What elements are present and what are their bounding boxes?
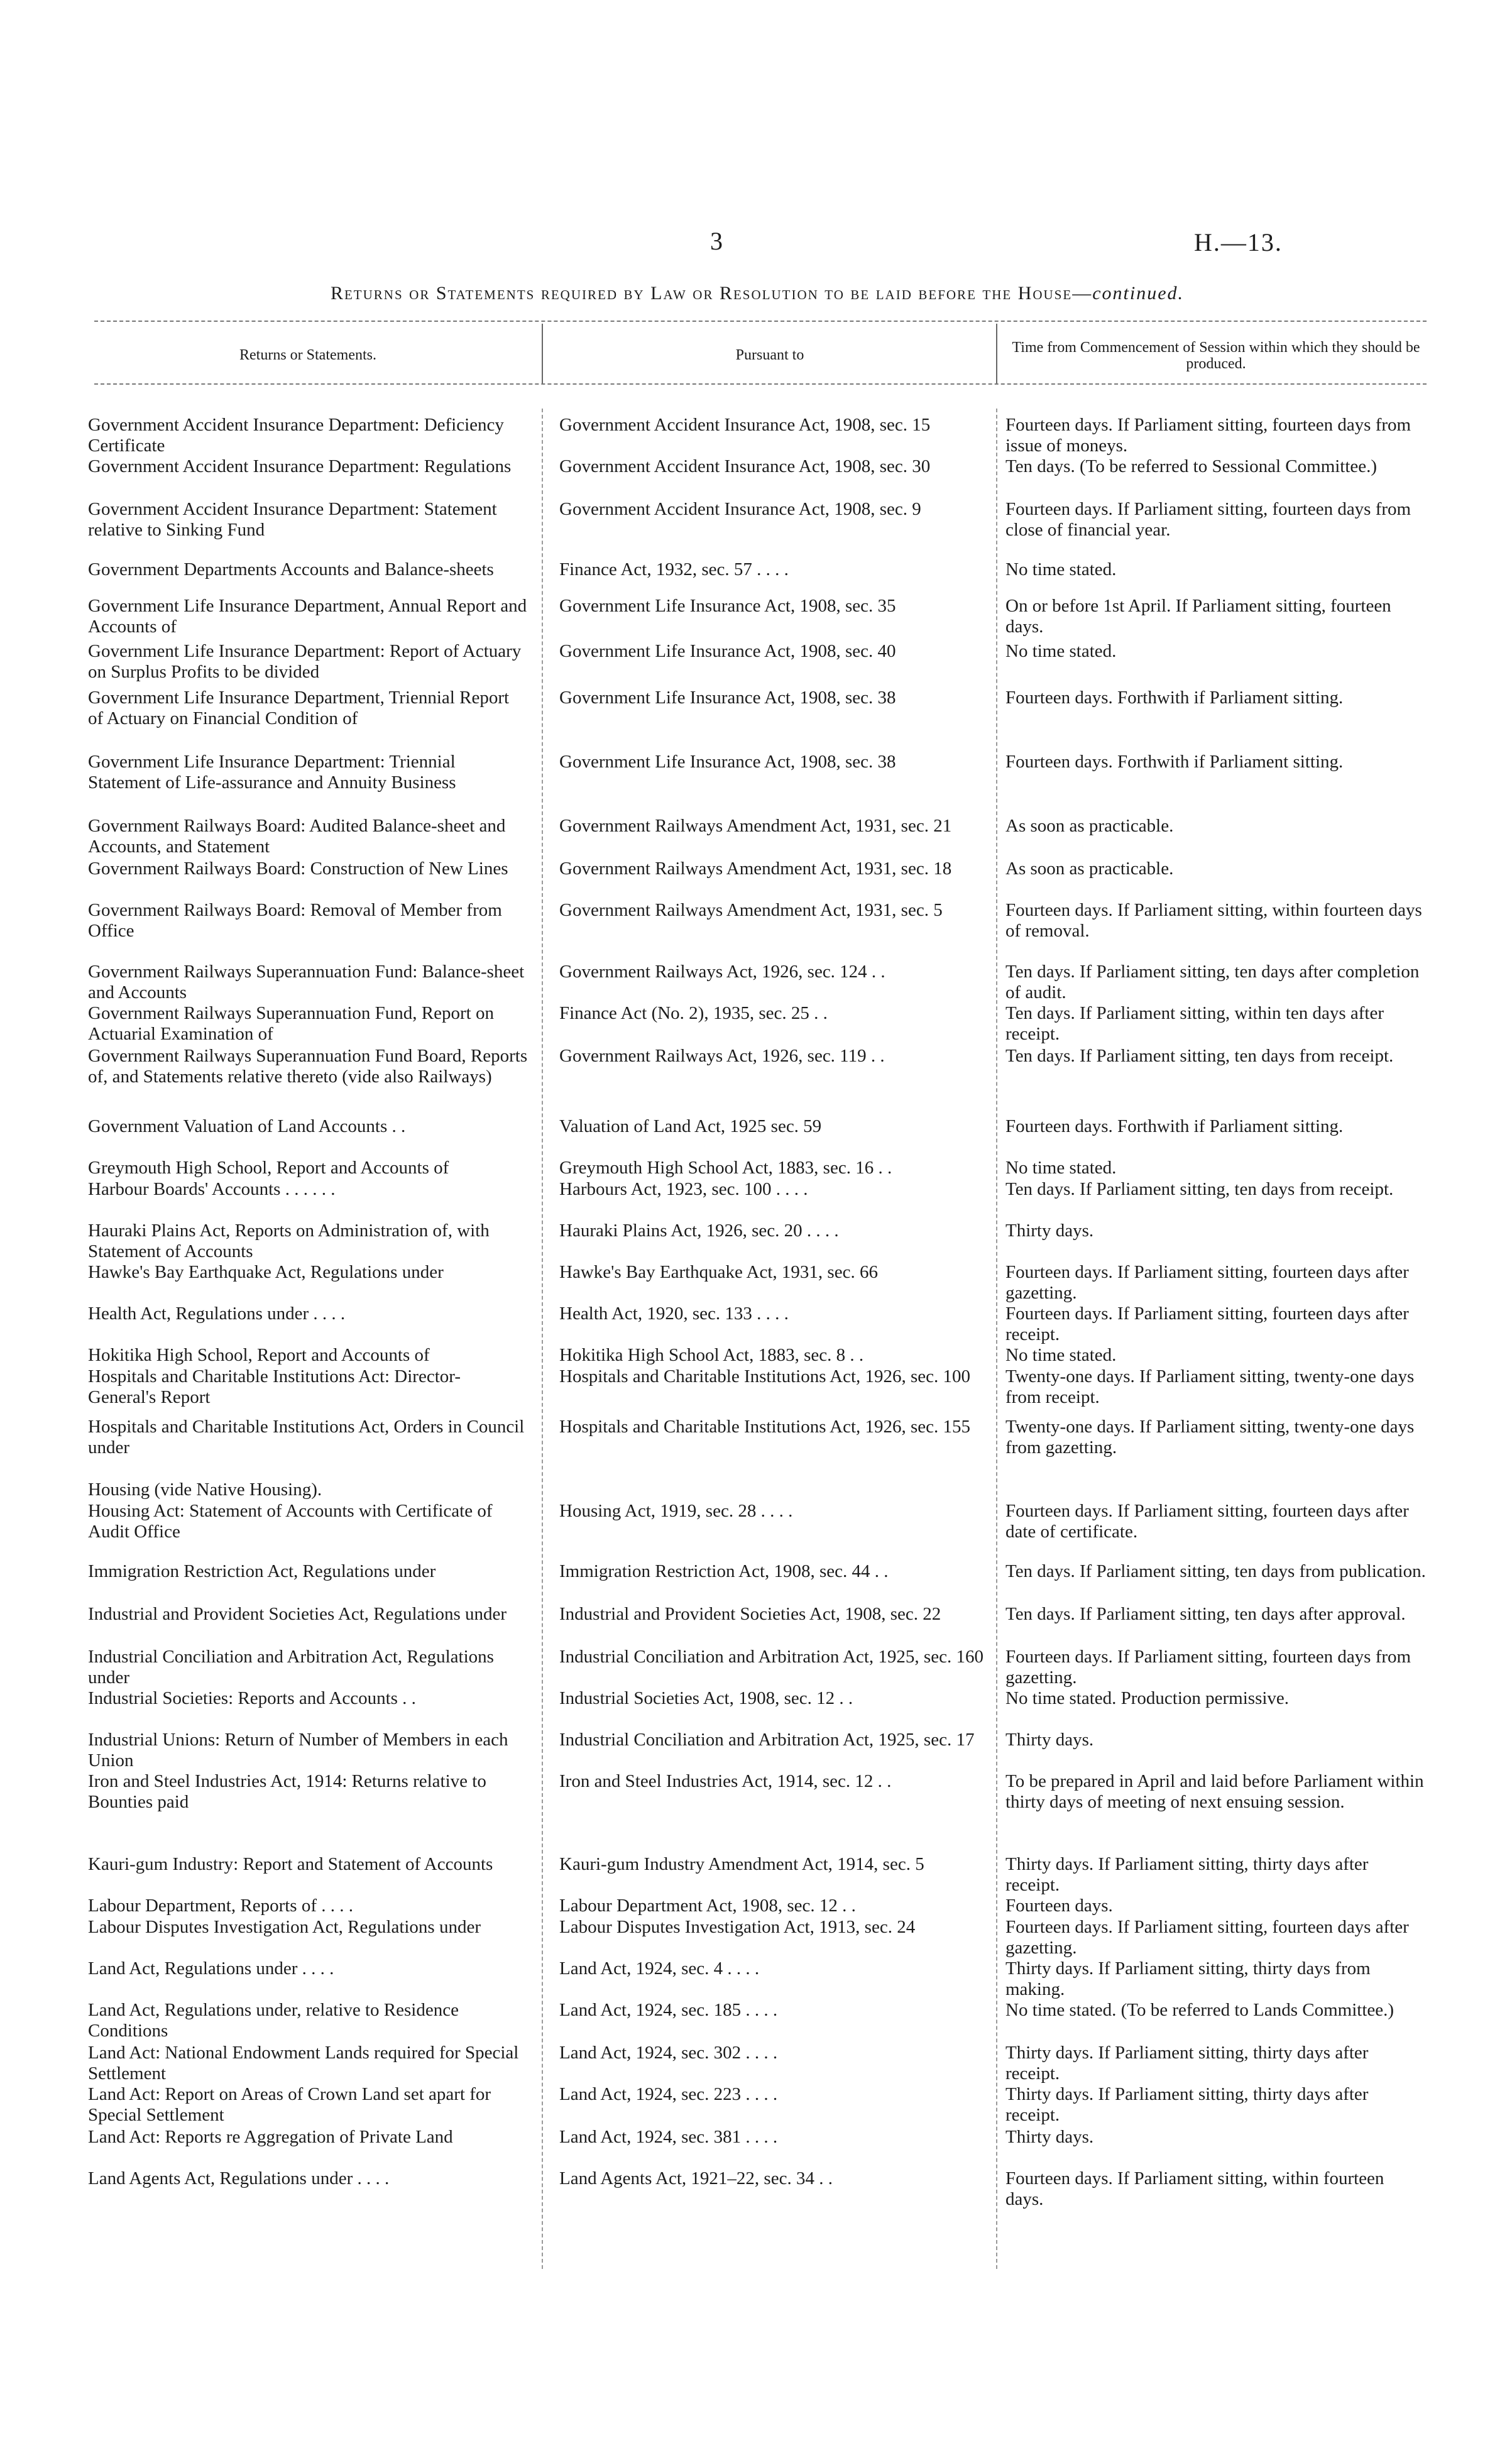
returns-cell: Land Act, Regulations under . . . . [88,1958,334,1979]
pursuant-cell: Immigration Restriction Act, 1908, sec. 44 . . [559,1561,889,1581]
time-cell: Twenty-one days. If Parliament sitting, twenty-one days from gazetting. [1005,1417,1415,1458]
pursuant-cell: Government Life Insurance Act, 1908, sec. 35 [559,596,896,616]
time-cell: To be prepared in April and laid before Parliament within thirty days of meeting of next ensuing session. [1005,1771,1424,1812]
returns-cell: Government Railways Board: Removal of Member from Office [88,900,502,941]
returns-cell: Government Departments Accounts and Balance-sheets [88,559,494,579]
time-cell: Thirty days. [1005,1730,1094,1750]
pursuant-cell: Industrial and Provident Societies Act, 1908, sec. 22 [559,1604,941,1624]
time-cell: No time stated. (To be referred to Lands Committee.) [1005,2000,1394,2020]
returns-cell: Government Life Insurance Department, Annual Report and Accounts of [88,596,527,637]
column-header-pursuant: Pursuant to [735,347,804,363]
time-cell: As soon as practicable. [1005,859,1174,879]
pursuant-cell: Valuation of Land Act, 1925 sec. 59 [559,1116,822,1136]
pursuant-cell: Hokitika High School Act, 1883, sec. 8 . . [559,1345,864,1365]
pursuant-cell: Land Act, 1924, sec. 185 . . . . [559,2000,778,2020]
time-cell: No time stated. [1005,1345,1117,1365]
pursuant-cell: Government Railways Amendment Act, 1931, sec. 5 [559,900,943,920]
returns-cell: Industrial and Provident Societies Act, Regulations under [88,1604,507,1624]
returns-cell: Immigration Restriction Act, Regulations under [88,1561,436,1581]
pursuant-cell: Land Act, 1924, sec. 381 . . . . [559,2127,778,2147]
time-cell: Ten days. If Parliament sitting, ten days after completion of audit. [1005,962,1420,1002]
time-cell: Ten days. If Parliament sitting, ten days after approval. [1005,1604,1406,1624]
time-cell: Twenty-one days. If Parliament sitting, twenty-one days from receipt. [1005,1366,1415,1407]
pursuant-cell: Finance Act, 1932, sec. 57 . . . . [559,559,789,579]
returns-cell: Hauraki Plains Act, Reports on Administration of, with Statement of Accounts [88,1221,490,1261]
pursuant-cell: Government Life Insurance Act, 1908, sec. 38 [559,752,896,772]
time-cell: Ten days. If Parliament sitting, within ten days after receipt. [1005,1003,1384,1044]
time-cell: Ten days. If Parliament sitting, ten days from receipt. [1005,1046,1394,1066]
pursuant-cell: Government Accident Insurance Act, 1908, sec. 15 [559,415,931,435]
returns-cell: Land Act: National Endowment Lands required for Special Settlement [88,2043,519,2084]
returns-cell: Industrial Conciliation and Arbitration Act, Regulations under [88,1647,494,1688]
time-cell: On or before 1st April. If Parliament sitting, fourteen days. [1005,596,1391,637]
time-cell: Fourteen days. Forthwith if Parliament sitting. [1005,1116,1344,1136]
pursuant-cell: Land Act, 1924, sec. 302 . . . . [559,2043,778,2063]
pursuant-cell: Housing Act, 1919, sec. 28 . . . . [559,1501,793,1521]
returns-cell: Government Railways Superannuation Fund: Balance-sheet and Accounts [88,962,525,1002]
returns-cell: Government Accident Insurance Department: Regulations [88,456,512,476]
time-cell: Fourteen days. [1005,1896,1113,1916]
returns-cell: Government Railways Board: Construction of New Lines [88,859,508,879]
time-cell: Fourteen days. If Parliament sitting, within fourteen days of removal. [1005,900,1422,941]
returns-cell: Government Life Insurance Department, Triennial Report of Actuary on Financial Condition of [88,688,510,728]
time-cell: Fourteen days. If Parliament sitting, fourteen days after gazetting. [1005,1917,1409,1958]
pursuant-cell: Industrial Conciliation and Arbitration Act, 1925, sec. 160 [559,1647,983,1667]
pursuant-cell: Hospitals and Charitable Institutions Act, 1926, sec. 155 [559,1417,971,1437]
returns-cell: Hospitals and Charitable Institutions Act, Orders in Council under [88,1417,525,1458]
returns-cell: Land Act, Regulations under, relative to Residence Conditions [88,2000,459,2041]
pursuant-cell: Government Life Insurance Act, 1908, sec. 38 [559,688,896,708]
time-cell: Ten days. If Parliament sitting, ten days from receipt. [1005,1179,1394,1199]
returns-cell: Hospitals and Charitable Institutions Act: Director-General's Report [88,1366,461,1407]
pursuant-cell: Government Accident Insurance Act, 1908, sec. 30 [559,456,931,476]
returns-cell: Housing Act: Statement of Accounts with Certificate of Audit Office [88,1501,493,1542]
pursuant-cell: Iron and Steel Industries Act, 1914, sec. 12 . . [559,1771,892,1791]
returns-cell: Land Act: Report on Areas of Crown Land set apart for Special Settlement [88,2084,491,2125]
returns-cell: Iron and Steel Industries Act, 1914: Returns relative to Bounties paid [88,1771,486,1812]
column-divider-1 [542,324,543,383]
time-cell: Thirty days. If Parliament sitting, thirty days from making. [1005,1958,1371,1999]
pursuant-cell: Harbours Act, 1923, sec. 100 . . . . [559,1179,808,1199]
header-top-rule [94,321,1427,322]
returns-cell: Government Railways Board: Audited Balance-sheet and Accounts, and Statement [88,816,506,857]
returns-cell: Industrial Societies: Reports and Accounts . . [88,1688,416,1708]
column-divider-2 [996,324,997,383]
returns-cell: Government Railways Superannuation Fund, Report on Actuarial Examination of [88,1003,494,1044]
time-cell: Thirty days. If Parliament sitting, thirty days after receipt. [1005,1854,1369,1895]
time-cell: Fourteen days. If Parliament sitting, fourteen days after gazetting. [1005,1262,1409,1303]
time-cell: As soon as practicable. [1005,816,1174,836]
time-cell: Fourteen days. Forthwith if Parliament sitting. [1005,688,1344,708]
time-cell: Thirty days. [1005,1221,1094,1241]
time-cell: No time stated. [1005,1158,1117,1178]
time-cell: Thirty days. If Parliament sitting, thirty days after receipt. [1005,2084,1369,2125]
time-cell: Fourteen days. If Parliament sitting, fourteen days from gazetting. [1005,1647,1411,1688]
returns-cell: Government Accident Insurance Department: Statement relative to Sinking Fund [88,499,497,540]
returns-cell: Harbour Boards' Accounts . . . . . . [88,1179,336,1199]
column-divider-body-2 [996,409,997,2269]
pursuant-cell: Labour Department Act, 1908, sec. 12 . . [559,1896,856,1916]
time-cell: Fourteen days. If Parliament sitting, fourteen days from issue of moneys. [1005,415,1411,456]
time-cell: No time stated. [1005,641,1117,661]
column-divider-body-1 [542,409,543,2269]
pursuant-cell: Government Railways Amendment Act, 1931, sec. 18 [559,859,952,879]
pursuant-cell: Government Accident Insurance Act, 1908, sec. 9 [559,499,921,519]
pursuant-cell: Greymouth High School Act, 1883, sec. 16 . . [559,1158,892,1178]
pursuant-cell: Government Railways Act, 1926, sec. 119 . . [559,1046,885,1066]
returns-cell: Greymouth High School, Report and Accounts of [88,1158,449,1178]
returns-cell: Kauri-gum Industry: Report and Statement of Accounts [88,1854,493,1874]
time-cell: No time stated. [1005,559,1117,579]
pursuant-cell: Health Act, 1920, sec. 133 . . . . [559,1304,789,1324]
pursuant-cell: Hauraki Plains Act, 1926, sec. 20 . . . . [559,1221,839,1241]
column-header-returns: Returns or Statements. [239,347,376,363]
pursuant-cell: Land Agents Act, 1921–22, sec. 34 . . [559,2168,833,2188]
page-heading [88,283,1427,304]
heading-continued: continued. [1092,283,1185,304]
pursuant-cell: Finance Act (No. 2), 1935, sec. 25 . . [559,1003,828,1023]
returns-cell: Hawke's Bay Earthquake Act, Regulations under [88,1262,444,1282]
time-cell: Thirty days. If Parliament sitting, thirty days after receipt. [1005,2043,1369,2084]
returns-cell: Health Act, Regulations under . . . . [88,1304,346,1324]
time-cell: Fourteen days. If Parliament sitting, fourteen days from close of financial year. [1005,499,1411,540]
pursuant-cell: Industrial Conciliation and Arbitration Act, 1925, sec. 17 [559,1730,975,1750]
time-cell: No time stated. Production permissive. [1005,1688,1290,1708]
returns-cell: Housing (vide Native Housing). [88,1480,322,1500]
paper-reference: H.—13. [1194,228,1283,256]
header-bottom-rule [94,383,1427,385]
time-cell: Fourteen days. If Parliament sitting, fourteen days after date of certificate. [1005,1501,1409,1542]
time-cell: Thirty days. [1005,2127,1094,2147]
pursuant-cell: Land Act, 1924, sec. 223 . . . . [559,2084,778,2104]
pursuant-cell: Labour Disputes Investigation Act, 1913, sec. 24 [559,1917,916,1937]
time-cell: Ten days. If Parliament sitting, ten days from publication. [1005,1561,1426,1581]
time-cell: Fourteen days. Forthwith if Parliament sitting. [1005,752,1344,772]
returns-cell: Government Railways Superannuation Fund Board, Reports of, and Statements relative thereto (vide also Railways) [88,1046,528,1087]
pursuant-cell: Industrial Societies Act, 1908, sec. 12 . . [559,1688,853,1708]
pursuant-cell: Kauri-gum Industry Amendment Act, 1914, sec. 5 [559,1854,924,1874]
heading-main: Returns or Statements required by Law or Resolution to be laid before the House— [330,283,1093,304]
returns-cell: Land Agents Act, Regulations under . . . . [88,2168,390,2188]
returns-cell: Industrial Unions: Return of Number of Members in each Union [88,1730,508,1771]
column-header-time: Time from Commencement of Session within which they should be produced. [1012,339,1420,372]
pursuant-cell: Government Railways Act, 1926, sec. 124 . . [559,962,885,982]
pursuant-cell: Government Railways Amendment Act, 1931, sec. 21 [559,816,952,836]
pursuant-cell: Hawke's Bay Earthquake Act, 1931, sec. 66 [559,1262,878,1282]
time-cell: Ten days. (To be referred to Sessional Committee.) [1005,456,1378,476]
returns-cell: Hokitika High School, Report and Accounts of [88,1345,430,1365]
returns-cell: Government Life Insurance Department: Triennial Statement of Life-assurance and Annuity Business [88,752,456,793]
pursuant-cell: Hospitals and Charitable Institutions Act, 1926, sec. 100 [559,1366,971,1386]
returns-cell: Government Valuation of Land Accounts . . [88,1116,406,1136]
returns-cell: Government Accident Insurance Department: Deficiency Certificate [88,415,504,456]
time-cell: Fourteen days. If Parliament sitting, fourteen days after receipt. [1005,1304,1409,1344]
pursuant-cell: Land Act, 1924, sec. 4 . . . . [559,1958,760,1979]
page-number: 3 [710,227,723,255]
pursuant-cell: Government Life Insurance Act, 1908, sec. 40 [559,641,896,661]
returns-cell: Land Act: Reports re Aggregation of Private Land [88,2127,453,2147]
time-cell: Fourteen days. If Parliament sitting, within fourteen days. [1005,2168,1384,2209]
returns-cell: Labour Department, Reports of . . . . [88,1896,354,1916]
returns-cell: Government Life Insurance Department: Report of Actuary on Surplus Profits to be divided [88,641,522,682]
returns-cell: Labour Disputes Investigation Act, Regulations under [88,1917,481,1937]
